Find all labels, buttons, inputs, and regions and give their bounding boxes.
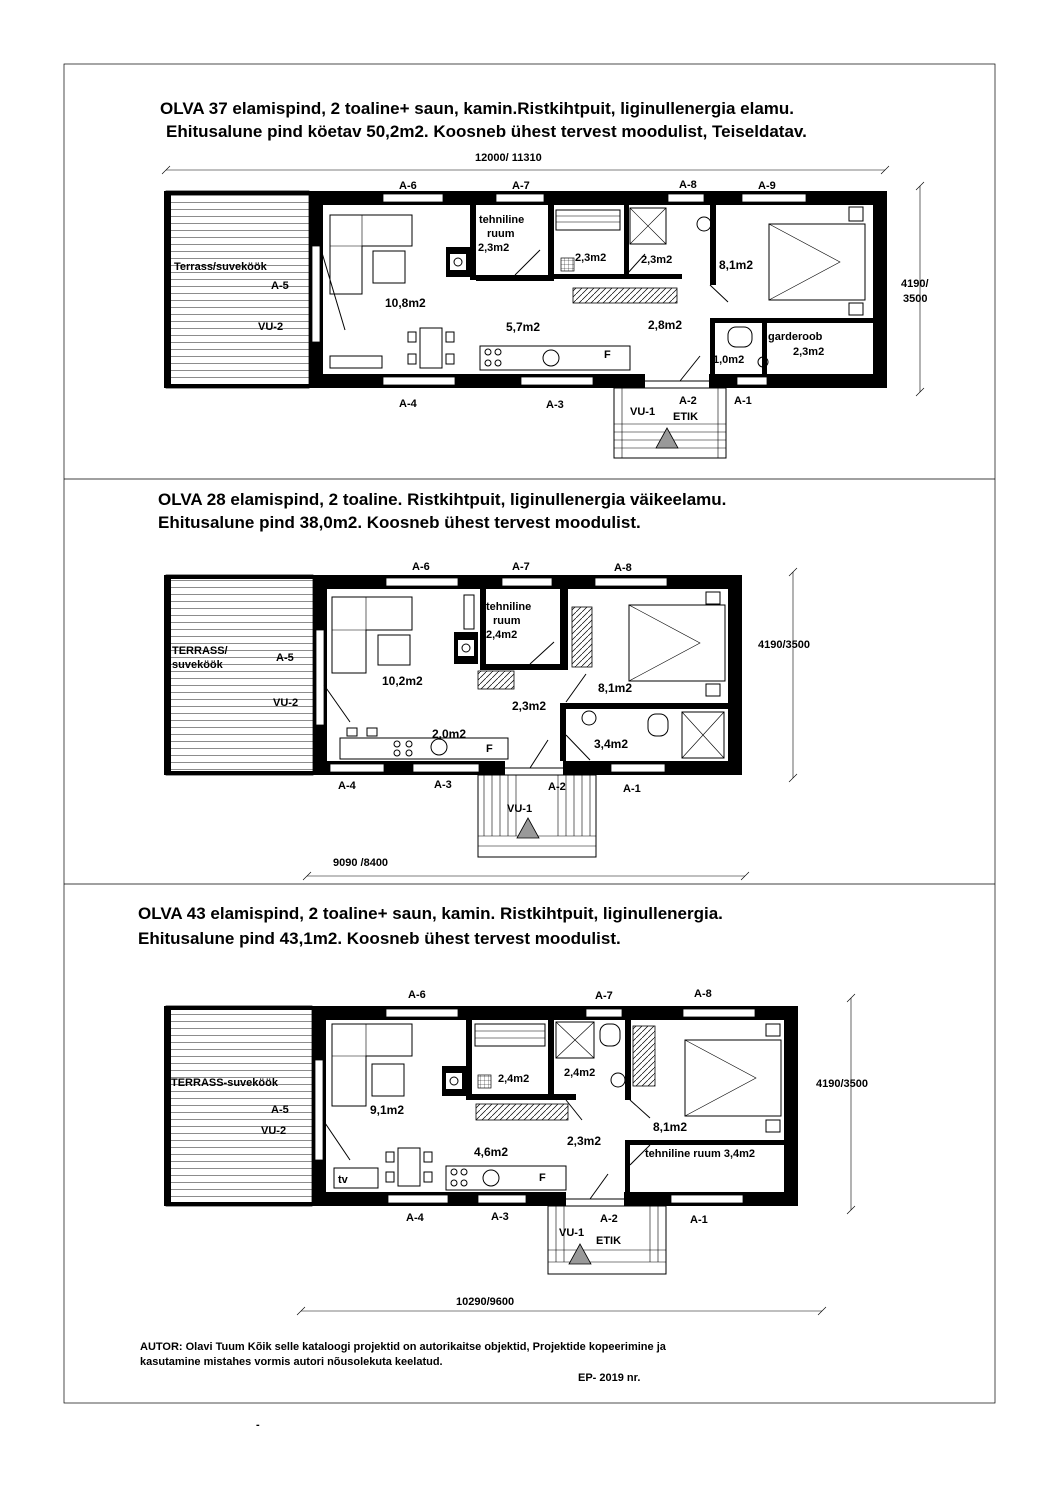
bedside-table xyxy=(706,684,720,696)
sauna-bench xyxy=(556,210,620,230)
hob-burner xyxy=(406,741,412,747)
terrace-rail xyxy=(164,771,313,775)
depth-dimension-label: 4190/ xyxy=(901,278,929,290)
door-swing xyxy=(324,685,350,722)
room-area-bedroom: 8,1m2 xyxy=(719,258,754,272)
chair xyxy=(347,728,357,736)
room-label-tech: tehniline xyxy=(486,601,532,613)
room-area-wardrobe: 2,3m2 xyxy=(793,346,825,358)
opening-label: A-7 xyxy=(595,990,613,1002)
sink xyxy=(543,350,559,366)
wall-interior xyxy=(625,1140,630,1192)
room-area-shower: 2,4m2 xyxy=(564,1067,596,1079)
fireplace xyxy=(446,1073,462,1089)
opening-label: A-5 xyxy=(271,1104,289,1116)
opening-label: VU-2 xyxy=(273,697,299,709)
chair xyxy=(424,1152,432,1162)
door-swing xyxy=(515,250,540,275)
window-a4 xyxy=(388,1195,448,1203)
room-label-tech: ruum xyxy=(487,228,515,240)
window-a7 xyxy=(502,578,552,586)
wall-interior xyxy=(466,1020,472,1098)
door-swing xyxy=(320,246,345,330)
wall-interior xyxy=(480,664,560,670)
plan-olva28 xyxy=(158,490,810,880)
room-area-living: 9,1m2 xyxy=(370,1103,405,1117)
door-swing xyxy=(710,285,728,302)
toilet xyxy=(728,327,752,347)
opening-label: A-6 xyxy=(399,180,417,192)
plan-title-line2: Ehitusalune pind köetav 50,2m2. Koosneb ühest tervest moodulist, Teiseldatav. xyxy=(166,122,807,141)
wall-interior xyxy=(560,703,566,761)
terrace-label: TERRASS-suveköök xyxy=(171,1077,278,1089)
chair xyxy=(446,332,454,342)
plan-title-line1: OLVA 43 elamispind, 2 toaline+ saun, kamin. Ristkihtpuit, liginullenergia. xyxy=(138,904,723,923)
room-area-sauna: 2,3m2 xyxy=(575,252,607,264)
terrace-rail xyxy=(164,1202,312,1206)
window-a6 xyxy=(386,1009,458,1017)
entrance-arrow xyxy=(517,818,539,838)
page-mark: - xyxy=(256,1419,260,1431)
opening-label: VU-1 xyxy=(559,1227,585,1239)
room-label-tech: tehniline xyxy=(479,214,525,226)
window-a8 xyxy=(668,194,704,202)
wall-east xyxy=(873,191,887,388)
room-area-kitchen: 4,6m2 xyxy=(474,1145,509,1159)
porch-label: ETIK xyxy=(596,1235,622,1247)
tv-label: tv xyxy=(338,1174,348,1186)
window-a1 xyxy=(737,377,767,385)
room-area-kitchen: 5,7m2 xyxy=(506,320,541,334)
opening-label: A-8 xyxy=(614,562,632,574)
window-a3 xyxy=(521,377,593,385)
opening-label: A-5 xyxy=(276,652,294,664)
window-a6 xyxy=(383,194,443,202)
opening-label: A-1 xyxy=(734,395,752,407)
width-dimension-label: 9090 /8400 xyxy=(333,857,389,869)
plan-title-line2: Ehitusalune pind 43,1m2. Koosneb ühest tervest moodulist. xyxy=(138,929,621,948)
bed xyxy=(769,224,865,300)
toilet xyxy=(648,714,668,736)
wall-interior xyxy=(548,205,554,281)
opening-label: A-1 xyxy=(690,1214,708,1226)
room-area-hall: 2,3m2 xyxy=(512,699,547,713)
window-a4 xyxy=(383,377,455,385)
hob-burner xyxy=(451,1169,457,1175)
terrace-rail xyxy=(164,384,309,388)
opening-label: VU-1 xyxy=(507,803,533,815)
hob-burner xyxy=(461,1180,467,1186)
bedside-table xyxy=(706,592,720,604)
bedside-table xyxy=(766,1024,780,1036)
fridge-label: F xyxy=(486,743,493,755)
door-swing xyxy=(566,1100,582,1120)
washbasin xyxy=(582,711,596,725)
terrace-rail xyxy=(164,191,309,195)
width-dimension-label: 10290/9600 xyxy=(456,1296,515,1308)
fireplace xyxy=(458,640,474,656)
opening-label: A-2 xyxy=(600,1213,618,1225)
bedside-table xyxy=(849,303,863,315)
opening-label: A-9 xyxy=(758,180,776,192)
wall-interior xyxy=(548,274,682,279)
fridge-label: F xyxy=(604,349,611,361)
terrace-rail xyxy=(164,575,171,775)
wall-interior xyxy=(560,703,728,709)
door-vu2 xyxy=(312,246,320,342)
opening-label: A-2 xyxy=(679,395,697,407)
bedside-table xyxy=(849,207,863,221)
room-area-hall: 2,8m2 xyxy=(648,318,683,332)
room-area-bath: 3,4m2 xyxy=(594,737,629,751)
door-swing xyxy=(323,1120,350,1160)
room-label-wardrobe: garderoob xyxy=(768,331,823,343)
author-note-line2: kasutamine mistahes vormis autori nõusolekuta keelatud. xyxy=(140,1356,443,1368)
opening-label: A-6 xyxy=(412,561,430,573)
coffee-table xyxy=(378,635,410,665)
kitchen-counter xyxy=(340,738,508,759)
opening-label: A-3 xyxy=(546,399,564,411)
hob-burner xyxy=(406,750,412,756)
opening-label: VU-1 xyxy=(630,406,656,418)
storage-shelf xyxy=(573,288,677,303)
wall-interior xyxy=(548,1020,554,1100)
window-a3 xyxy=(413,764,479,772)
opening-label: A-8 xyxy=(694,988,712,1000)
room-area-wc: 1,0m2 xyxy=(713,354,745,366)
coffee-table xyxy=(373,251,405,283)
window-a1 xyxy=(611,764,665,772)
room-area-sauna: 2,4m2 xyxy=(498,1073,530,1085)
sink xyxy=(431,739,447,755)
washbasin xyxy=(611,1073,625,1087)
opening-label: A-4 xyxy=(406,1212,424,1224)
room-area-living: 10,2m2 xyxy=(382,674,423,688)
bed-cover xyxy=(769,224,840,300)
storage-shelf xyxy=(478,671,514,689)
window-a8 xyxy=(595,578,667,586)
window-a4 xyxy=(330,764,384,772)
porch-tread xyxy=(492,775,582,836)
terrace-decking xyxy=(166,575,313,775)
opening-label: A-7 xyxy=(512,561,530,573)
room-area-tech: 2,3m2 xyxy=(478,242,510,254)
chair xyxy=(367,728,377,736)
room-label-tech: ruum xyxy=(493,615,521,627)
plan-title-line2: Ehitusalune pind 38,0m2. Koosneb ühest tervest moodulist. xyxy=(158,513,641,532)
ep-number: EP- 2019 nr. xyxy=(578,1372,641,1384)
wardrobe xyxy=(633,1026,655,1086)
depth-dimension-label: 3500 xyxy=(903,293,928,305)
tv-stand xyxy=(464,595,474,629)
room-area-kitchen: 2,0m2 xyxy=(432,727,467,741)
terrace-label: suveköök xyxy=(172,659,223,671)
window-a1 xyxy=(671,1195,743,1203)
plan-title-line1: OLVA 37 elamispind, 2 toaline+ saun, kamin.Ristkihtpuit, liginullenergia elamu. xyxy=(160,99,795,118)
opening-label: VU-2 xyxy=(258,321,284,333)
room-label-tech: tehniline ruum 3,4m2 xyxy=(645,1148,756,1160)
bed xyxy=(685,1040,781,1116)
coffee-table xyxy=(372,1064,404,1096)
storage-shelf xyxy=(476,1104,568,1120)
hob-burner xyxy=(461,1169,467,1175)
door-swing xyxy=(566,735,590,760)
window-a9 xyxy=(742,194,806,202)
opening-label: A-4 xyxy=(399,398,417,410)
hob-burner xyxy=(495,360,501,366)
plan-olva37 xyxy=(160,99,929,458)
chair xyxy=(386,1152,394,1162)
hob-burner xyxy=(451,1180,457,1186)
window-a3 xyxy=(478,1195,526,1203)
plan-olva43 xyxy=(138,904,868,1315)
sauna-stove xyxy=(478,1075,491,1088)
room-area-bedroom: 8,1m2 xyxy=(598,681,633,695)
chair xyxy=(408,354,416,364)
bed-cover xyxy=(629,605,700,681)
bed-cover xyxy=(685,1040,756,1116)
door-swing xyxy=(530,642,554,664)
author-note-line1: AUTOR: Olavi Tuum Kõik selle kataloogi projektid on autorikaitse objektid, Projektide kopeerimine ja xyxy=(140,1341,666,1353)
opening-label: A-5 xyxy=(271,280,289,292)
terrace-decking xyxy=(166,1006,312,1206)
chair xyxy=(446,354,454,364)
opening-label: A-8 xyxy=(679,179,697,191)
chair xyxy=(424,1172,432,1182)
opening-label: A-2 xyxy=(548,781,566,793)
width-dimension-label: 12000/ 11310 xyxy=(475,152,542,164)
plan-title-line1: OLVA 28 elamispind, 2 toaline. Ristkihtpuit, liginullenergia väikeelamu. xyxy=(158,490,727,509)
entrance-arrow xyxy=(569,1244,591,1264)
window-a8 xyxy=(683,1009,755,1017)
wall-interior xyxy=(466,1094,576,1100)
room-area-tech: 2,4m2 xyxy=(486,629,518,641)
terrace-label: TERRASS/ xyxy=(172,645,228,657)
depth-dimension-label: 4190/3500 xyxy=(816,1078,868,1090)
room-area-living: 10,8m2 xyxy=(385,296,426,310)
fridge-label: F xyxy=(539,1172,546,1184)
terrace-rail xyxy=(164,575,313,579)
opening-label: A-7 xyxy=(512,180,530,192)
room-area-shower: 2,3m2 xyxy=(641,254,673,266)
wall-interior xyxy=(710,205,716,285)
depth-dimension-label: 4190/3500 xyxy=(758,639,810,651)
window-a7 xyxy=(496,194,544,202)
terrace-label: Terrass/suveköök xyxy=(174,261,267,273)
opening-label: VU-2 xyxy=(261,1125,287,1137)
door-vu2 xyxy=(316,630,324,725)
hob-burner xyxy=(495,349,501,355)
room-area-hall: 2,3m2 xyxy=(567,1134,602,1148)
room-area-bedroom: 8,1m2 xyxy=(653,1120,688,1134)
opening-label: A-1 xyxy=(623,783,641,795)
hob-burner xyxy=(485,349,491,355)
bed xyxy=(629,605,725,681)
chair xyxy=(408,332,416,342)
opening-label: A-6 xyxy=(408,989,426,1001)
door-swing xyxy=(630,1100,650,1118)
wall-interior xyxy=(470,205,476,280)
washbasin xyxy=(697,217,711,231)
fireplace xyxy=(450,254,466,270)
opening-label: A-3 xyxy=(434,779,452,791)
chair xyxy=(386,1172,394,1182)
hob-burner xyxy=(394,741,400,747)
wardrobe xyxy=(572,607,592,667)
wall-interior xyxy=(625,1020,631,1100)
porch-label: ETIK xyxy=(673,411,699,423)
wall-east xyxy=(784,1006,798,1206)
opening-label: A-4 xyxy=(338,780,356,792)
opening-label: A-3 xyxy=(491,1211,509,1223)
dining-table xyxy=(398,1148,420,1186)
window-a6 xyxy=(386,578,458,586)
wall-interior xyxy=(625,1140,784,1145)
bedside-table xyxy=(766,1120,780,1132)
entrance-arrow xyxy=(656,428,678,448)
hob-burner xyxy=(394,750,400,756)
dining-table xyxy=(420,328,442,368)
terrace-rail xyxy=(164,1006,171,1206)
tv-bench xyxy=(330,356,382,368)
sofa xyxy=(330,215,412,294)
door-swing xyxy=(566,674,586,702)
sink xyxy=(483,1170,499,1186)
sauna-stove xyxy=(561,258,574,271)
hob-burner xyxy=(485,360,491,366)
toilet xyxy=(600,1024,620,1046)
wall-interior xyxy=(476,275,548,281)
window-a7 xyxy=(586,1009,622,1017)
wall-east xyxy=(728,575,742,775)
sauna-bench xyxy=(475,1024,545,1046)
terrace-rail xyxy=(164,1006,312,1010)
wall-interior xyxy=(710,318,873,323)
terrace-rail xyxy=(164,191,171,388)
door-vu2 xyxy=(315,1060,323,1160)
wall-interior xyxy=(560,589,568,670)
porch-steps xyxy=(478,775,596,857)
wall-interior xyxy=(624,205,629,275)
